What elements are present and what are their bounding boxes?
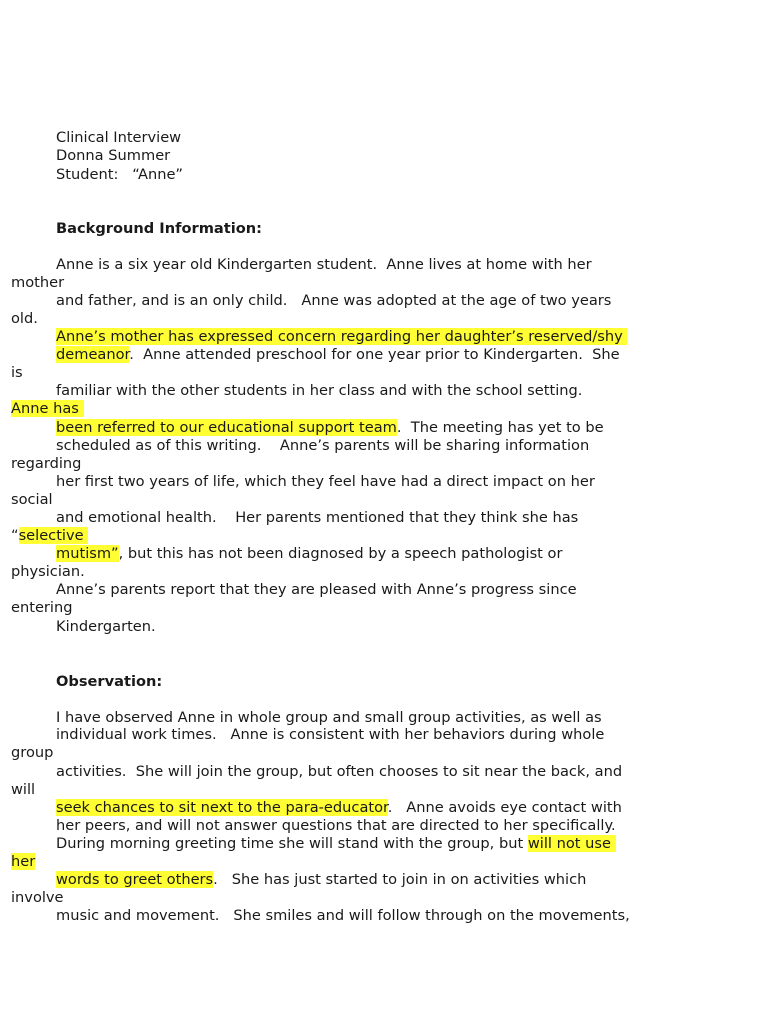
text-line	[56, 328, 627, 346]
highlight: her	[11, 853, 36, 870]
text-line: Anne’s parents report that they are pleased with Anne’s progress since	[56, 581, 577, 598]
highlight: mutism”	[56, 545, 119, 562]
text-line	[11, 400, 84, 418]
highlight: Anne’s mother has expressed concern regarding her daughter’s reserved/shy	[56, 328, 628, 345]
text-line: old.	[11, 310, 38, 327]
text-line: been referred to our educational support team. The meeting has yet to be	[56, 419, 604, 436]
text-line: activities. She will join the group, but often chooses to sit near the back, and	[56, 763, 623, 780]
text-line: social	[11, 491, 53, 508]
text-line: mutism”, but this has not been diagnosed by a speech pathologist or	[56, 545, 563, 562]
text-line: Anne is a six year old Kindergarten student. Anne lives at home with her	[56, 256, 592, 273]
text-line: demeanor. Anne attended preschool for one year prior to Kindergarten. She	[56, 346, 620, 363]
text-line: Kindergarten.	[56, 618, 156, 635]
text-line: During morning greeting time she will stand with the group, but will not use	[56, 835, 616, 852]
highlight: been referred to our educational support team	[56, 419, 397, 436]
text-line: mother	[11, 274, 65, 291]
text-line: is	[11, 364, 23, 381]
text-line: “selective	[11, 527, 89, 544]
text-line: seek chances to sit next to the para-educator. Anne avoids eye contact with	[56, 799, 622, 816]
text-line: group	[11, 744, 54, 761]
highlight: words to greet others	[56, 871, 214, 888]
text-line: physician.	[11, 563, 85, 580]
title-line: Clinical Interview	[56, 129, 182, 146]
text-line: involve	[11, 889, 64, 906]
author-line: Donna Summer	[56, 147, 171, 164]
highlight: demeanor	[56, 346, 130, 363]
text-line: familiar with the other students in her class and with the school setting.	[56, 382, 583, 399]
text-line	[11, 853, 35, 871]
text-line: individual work times. Anne is consistent with her behaviors during whole	[56, 726, 605, 743]
text-line: her first two years of life, which they feel have had a direct impact on her	[56, 473, 595, 490]
highlight: Anne has	[11, 400, 84, 417]
text-line: regarding	[11, 455, 82, 472]
highlight: selective	[18, 527, 89, 544]
text-line: I have observed Anne in whole group and small group activities, as well as	[56, 709, 602, 726]
background-heading: Background Information:	[56, 220, 262, 237]
observation-heading: Observation:	[56, 673, 163, 690]
text-line: scheduled as of this writing. Anne’s parents will be sharing information	[56, 437, 590, 454]
text-line: her peers, and will not answer questions that are directed to her specifically.	[56, 817, 616, 834]
text-line: music and movement. She smiles and will follow through on the movements,	[56, 907, 630, 924]
text-line: will	[11, 781, 36, 798]
highlight: will not use	[527, 835, 616, 852]
highlight: seek chances to sit next to the para-educator	[56, 799, 388, 816]
text-line: entering	[11, 599, 73, 616]
student-line: Student: “Anne”	[56, 166, 183, 183]
text-line: words to greet others. She has just started to join in on activities which	[56, 871, 587, 888]
text-line: and father, and is an only child. Anne was adopted at the age of two years	[56, 292, 612, 309]
text-line: and emotional health. Her parents mentioned that they think she has	[56, 509, 579, 526]
